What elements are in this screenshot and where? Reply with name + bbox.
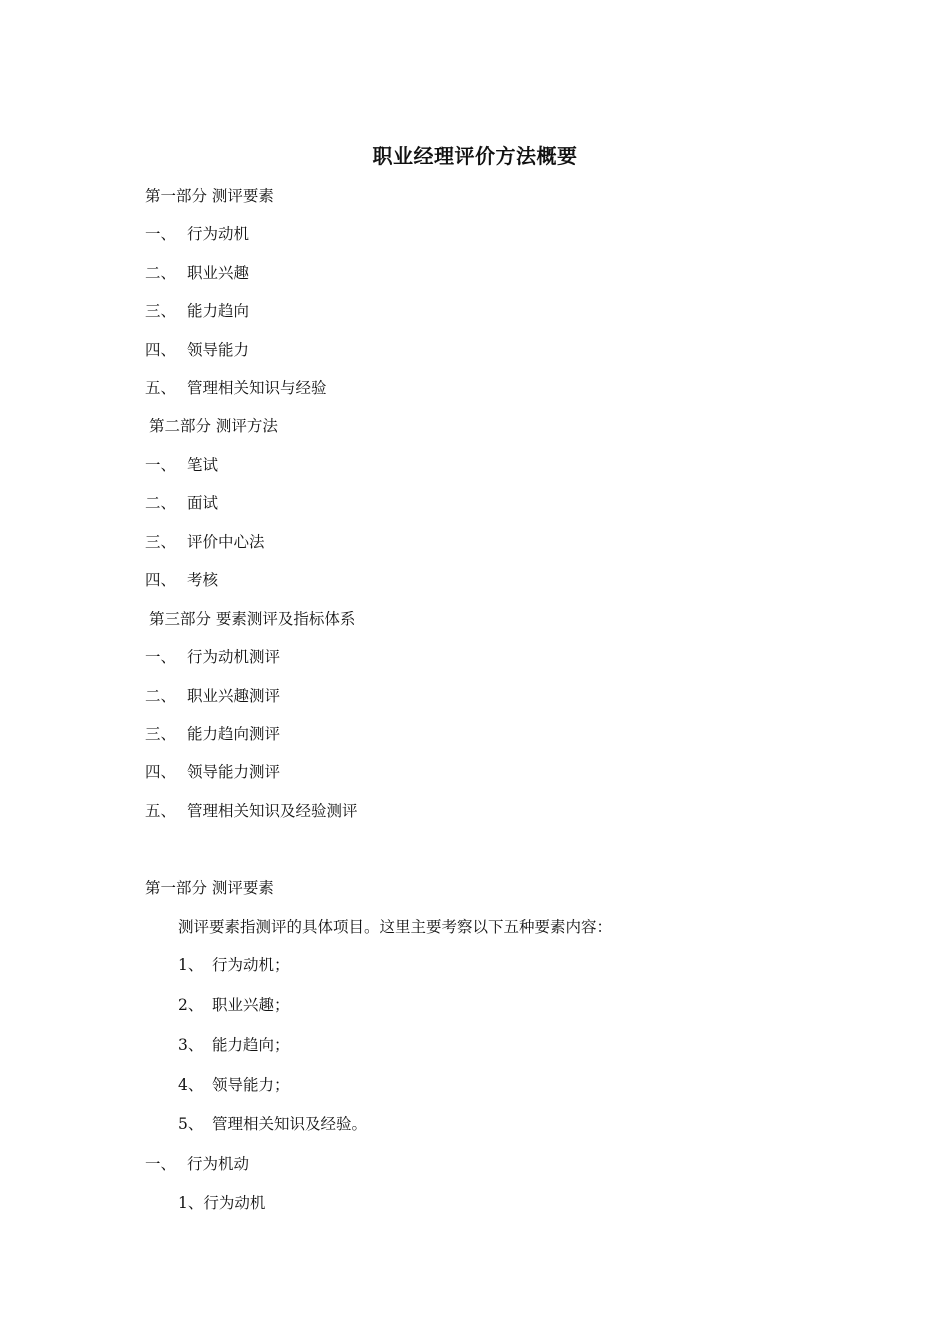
list-item — [178, 954, 290, 976]
toc-part1-item — [145, 223, 249, 245]
item-text: 考核 — [187, 571, 219, 589]
toc-part1-item — [145, 377, 327, 399]
item-text: 领导能力； — [212, 1076, 290, 1094]
item-text: 能力趋向； — [212, 1036, 290, 1054]
item-number: 四、 — [145, 341, 177, 359]
item-number: 二、 — [145, 687, 177, 705]
item-number: 四、 — [145, 571, 177, 589]
toc-part2-item — [145, 454, 218, 476]
item-text: 职业兴趣测评 — [187, 687, 281, 705]
item-number: 一、 — [145, 456, 177, 474]
toc-part1-item — [145, 300, 249, 322]
item-number: 二、 — [145, 264, 177, 282]
toc-part2-item — [145, 492, 218, 514]
item-text: 管理相关知识与经验 — [187, 379, 327, 397]
toc-part3-item — [145, 761, 280, 783]
toc-part2-item — [145, 569, 218, 591]
item-text: 行为动机； — [212, 956, 290, 974]
item-number: 5、 — [178, 1115, 204, 1133]
list-item — [178, 1074, 290, 1096]
item-number: 五、 — [145, 379, 177, 397]
item-text: 职业兴趣 — [187, 264, 250, 282]
item-text: 能力趋向测评 — [187, 725, 281, 743]
list-item — [178, 1034, 290, 1056]
item-number: 4、 — [178, 1076, 204, 1094]
item-number: 三、 — [145, 725, 177, 743]
toc-part3-heading: 第三部分 要素测评及指标体系 — [149, 610, 356, 628]
list-item — [178, 994, 290, 1016]
item-number: 2、 — [178, 996, 204, 1014]
toc-part1-heading: 第一部分 测评要素 — [145, 187, 274, 205]
item-number: 一、 — [145, 648, 177, 666]
document-title: 职业经理评价方法概要 — [372, 144, 578, 168]
section-title — [145, 1153, 249, 1175]
item-text: 能力趋向 — [187, 302, 250, 320]
item-number: 四、 — [145, 763, 177, 781]
toc-part3-item — [145, 723, 280, 745]
item-number: 三、 — [145, 533, 177, 551]
item-number: 1、 — [178, 956, 204, 974]
item-number: 3、 — [178, 1036, 204, 1054]
item-number: 五、 — [145, 802, 177, 820]
item-text: 管理相关知识及经验。 — [212, 1115, 368, 1133]
item-number: 一、 — [145, 225, 177, 243]
item-number: 三、 — [145, 302, 177, 320]
section-heading: 第一部分 测评要素 — [145, 879, 274, 897]
item-text: 职业兴趣； — [212, 996, 290, 1014]
item-number: 二、 — [145, 494, 177, 512]
item-text: 行为动机 — [187, 225, 250, 243]
item-text: 评价中心法 — [187, 533, 265, 551]
item-text: 领导能力测评 — [187, 763, 281, 781]
list-item — [178, 1113, 367, 1135]
intro-paragraph: 测评要素指测评的具体项目。这里主要考察以下五种要素内容： — [178, 918, 613, 936]
item-text: 笔试 — [187, 456, 219, 474]
item-text: 管理相关知识及经验测评 — [187, 802, 358, 820]
item-text: 领导能力 — [187, 341, 250, 359]
item-text: 面试 — [187, 494, 219, 512]
toc-part1-item — [145, 262, 249, 284]
subsection-title: 1、行为动机 — [178, 1194, 266, 1212]
toc-part2-item — [145, 531, 265, 553]
toc-part3-item — [145, 685, 280, 707]
toc-part1-item — [145, 339, 249, 361]
item-number: 一、 — [145, 1155, 177, 1173]
item-text: 行为动机测评 — [187, 648, 281, 666]
toc-part3-item — [145, 646, 280, 668]
item-text: 行为机动 — [187, 1155, 250, 1173]
toc-part3-item — [145, 800, 358, 822]
toc-part2-heading: 第二部分 测评方法 — [149, 417, 278, 435]
